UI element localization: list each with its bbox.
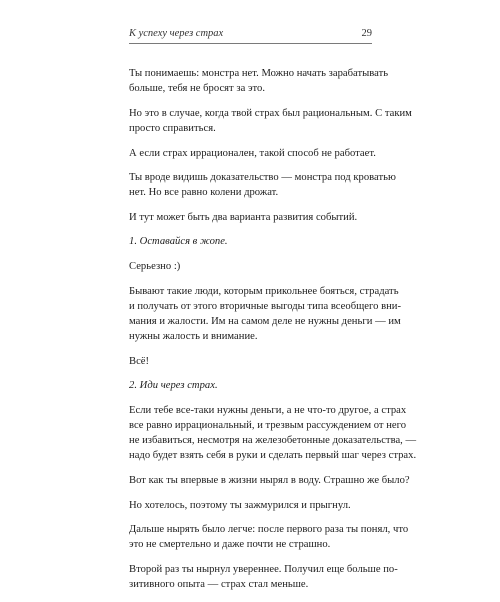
paragraph (129, 210, 375, 225)
text-line: Если тебе все-таки нужны деньги, а не что-то другое, а страх (129, 404, 407, 416)
running-title: К успеху через страх (129, 28, 224, 39)
text-line: Второй раз ты нырнул увереннее. Получил еще больше по- (129, 563, 398, 575)
text-line: 1. Оставайся в жопе. (129, 236, 228, 248)
header-rule (129, 43, 372, 44)
text-line: нужны жалость и внимание. (129, 331, 258, 343)
text-line: Ты понимаешь: монстра нет. Можно начать зарабатывать (129, 68, 389, 79)
text-line: все равно иррациональный, и трезвым рассуждением от него (129, 420, 407, 432)
running-head (129, 27, 372, 43)
text-line: Но это в случае, когда твой страх был рациональным. С таким (129, 107, 412, 119)
paragraph (129, 146, 375, 161)
text-line: Серьезно :) (129, 261, 181, 273)
text-line: Ты вроде видишь доказательство — монстра под кроватью (129, 172, 396, 184)
text-line: это не смертельно и даже почти не страшно. (129, 539, 331, 551)
paragraph (129, 473, 410, 488)
paragraph (129, 403, 417, 464)
body-text (129, 66, 417, 602)
page-number: 29 (361, 28, 372, 39)
paragraph (129, 259, 375, 274)
paragraph (129, 170, 396, 200)
text-line: надо будет взять себя в руки и сделать первый шаг через страх. (129, 450, 417, 462)
paragraph (129, 354, 375, 369)
section-heading (129, 378, 375, 393)
text-line: нет. Но все равно колени дрожат. (129, 187, 279, 199)
text-line: мания и жалости. Им на самом деле не нужны деньги — им (129, 315, 401, 327)
paragraph (129, 284, 402, 345)
text-line: больше, тебя не бросят за это. (129, 83, 266, 95)
paragraph (129, 562, 398, 592)
text-line: зитивного опыта — страх стал меньше. (129, 579, 309, 591)
text-line: не избавиться, несмотря на железобетонные доказательства, — (129, 435, 417, 447)
text-line: и получать от этого вторичные выгоды типа всеобщего вни- (129, 300, 402, 312)
text-line: просто справиться. (129, 122, 216, 134)
text-line: Но хотелось, поэтому ты зажмурился и прыгнул. (129, 499, 351, 511)
text-line: Дальше нырять было легче: после первого раза ты понял, что (129, 524, 409, 536)
text-line: 2. Иди через страх. (129, 380, 218, 392)
text-line: А если страх иррационален, такой способ не работает. (129, 147, 376, 159)
text-line: Всё! (129, 355, 150, 367)
text-line: Вот как ты впервые в жизни нырял в воду. Страшно же было? (129, 475, 410, 487)
paragraph (129, 522, 409, 552)
text-line: Бывают такие люди, которым прикольнее бояться, страдать (129, 285, 399, 297)
paragraph (129, 106, 412, 136)
text-line: И тут может быть два варианта развития событий. (129, 211, 358, 223)
section-heading (129, 234, 375, 249)
paragraph (129, 66, 389, 96)
